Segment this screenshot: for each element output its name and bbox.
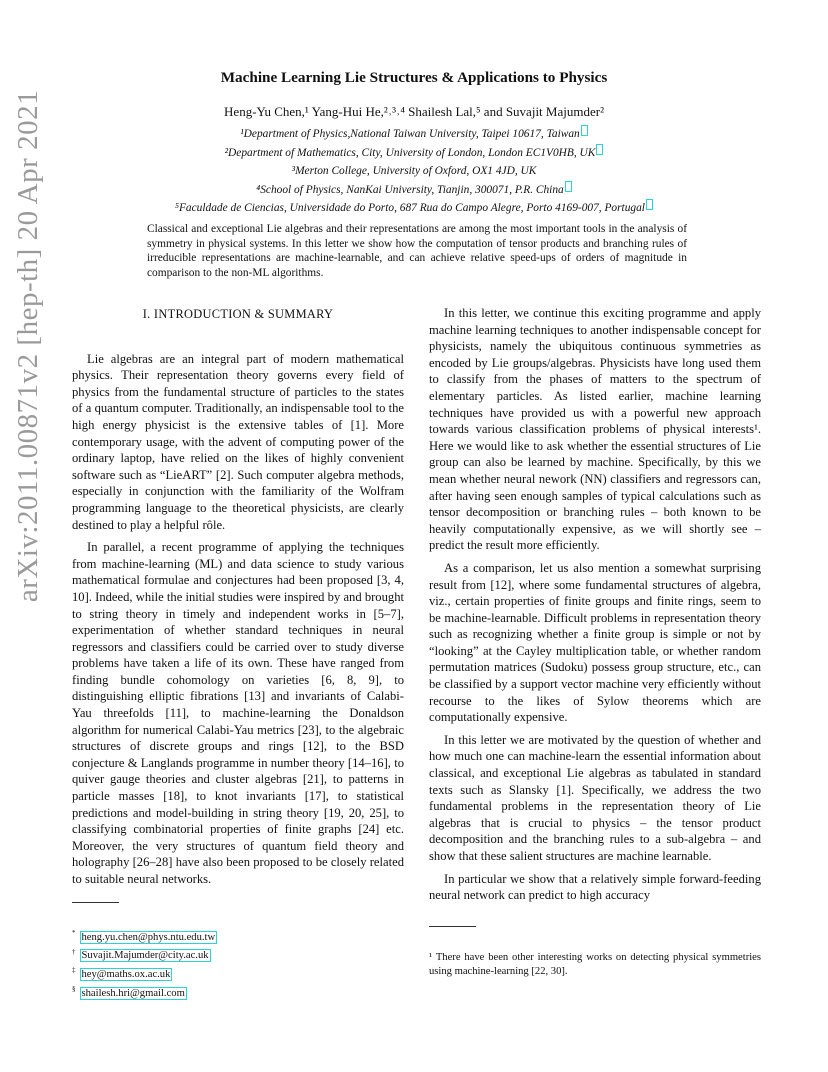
footnote-rule-left xyxy=(72,902,119,903)
email-link[interactable]: hey@maths.ox.ac.uk xyxy=(81,969,171,980)
right-paragraph-4: In particular we show that a relatively simple forward-feeding neural network can predict to high accuracy xyxy=(429,871,761,903)
footnote-link-box[interactable] xyxy=(565,181,572,192)
arxiv-identifier-stamp: arXiv:2011.00871v2 [hep-th] 20 Apr 2021 xyxy=(12,89,44,603)
email-link[interactable]: Suvajit.Majumder@city.ac.uk xyxy=(81,950,209,962)
footnote-link-box[interactable] xyxy=(646,199,653,210)
intro-paragraph-2: In parallel, a recent programme of applying the techniques from machine-learning (ML) and data science to study various mathematical formulae and conjectures had been proposed [3, 4, 10]. Indeed, while the initial studies were inspired by and brought to string theory in timely and independent works in [5–7], experimentation of whether standard techniques in neural regressors and classifiers could be carried over to study diverse problems have taken a life of its own. These have ranged from finding bundle cohomology on varieties [6, 8, 9], to distinguishing elliptic fibrations [13] and invariants of Calabi-Yau threefolds [11], to machine-learning the Donaldson algorithm for numerical Calabi-Yau metrics [23], to the algebraic structures of discrete groups and rings [12], to the BSD conjecture & Langlands programme in number theory [14–16], to quiver gauge theories and cluster algebras [21], to patterns in particle masses [18], to knot invariants [17], to statistical predictions and model-building in string theory [19, 20, 25], to classifying combinatorial properties of finite graphs [24] etc. Moreover, the very structures of quantum field theory and holography [26–28] have also been proposed to be closely related to suitable neural networks. xyxy=(72,540,404,886)
footnote-email: § shailesh.hri@gmail.com xyxy=(72,985,185,999)
affiliation-1: ¹Department of Physics,National Taiwan University, Taipei 10617, Taiwan xyxy=(100,125,728,144)
affiliations xyxy=(100,125,728,218)
email-link[interactable]: shailesh.hri@gmail.com xyxy=(81,987,185,999)
affiliation-3: ³Merton College, University of Oxford, OX1 4JD, UK xyxy=(291,165,537,178)
right-paragraph-2: As a comparison, let us also mention a somewhat surprising result from [12], where some fundamental structures of algebra, viz., certain properties of finite groups and finite rings, seem to be machine-learnable. Difficult problems in representation theory such as recognizing whether a finite group is simple or not by “looking” at the Cayley multiplication table, or whether random permutation matrices (Sudoku) possess group structure, etc., can be classified by a support vector machine very efficiently without recourse to the likes of Sylow theorems which are computationally expensive. xyxy=(429,560,761,725)
abstract: Classical and exceptional Lie algebras and their representations are among the most important tools in the analysis of symmetry in physical systems. In this letter we show how the computation of tensor products and branching rules of irreducible representations are machine-learnable, and can achieve relative speed-ups of orders of magnitude in comparison to the non-ML algorithms. xyxy=(147,223,687,279)
section-heading: I. INTRODUCTION & SUMMARY xyxy=(142,307,334,321)
footnote-right: ¹ There have been other interesting works on detecting physical symmetries using machine-learning [22, 30]. xyxy=(429,952,761,977)
footnote-email: † Suvajit.Majumder@city.ac.uk xyxy=(72,947,209,962)
affiliation-2: ²Department of Mathematics, City, University of London, London EC1V0HB, UK xyxy=(100,144,728,163)
footnote-email: * heng.yu.chen@phys.ntu.edu.tw xyxy=(72,929,216,943)
affiliation-4: ⁴School of Physics, NanKai University, Tianjin, 300071, P.R. China xyxy=(100,181,728,200)
intro-paragraph-1: Lie algebras are an integral part of modern mathematical physics. Their representation theory governs every field of physics from the fundamental structure of particles to the states of a quantum computer. Traditionally, an indispensable tool to the high energy physicist is the extensive tables of [1]. More contemporary usage, with the advent of computing power of the ordinary laptop, have relied on the likes of highly convenient software such as “LieART” [2]. Such computer algebra methods, especially in conjunction with the familiarity of the Wolfram programming language to the theoretical physicists, are clearly destined to play a helpful rôle. xyxy=(72,351,404,532)
right-paragraph-1: In this letter, we continue this exciting programme and apply machine learning techniques to another indispensable concept for physicists, namely the ubiquitous continuous symmetries as encoded by Lie groups/algebras. Physicists have long used them to classify from the phases of matters to the spectrum of elementary particles. As listed earlier, machine learning techniques have provided us with a powerful new approach towards various classification problems of physical interests¹. Here we would like to ask whether the essential structures of Lie group can also be learned by machine. Specifically, by this we mean whether neural nework (NN) classifiers and regressors can, after having seen enough samples of typical calculations such as tensor decomposition or branching rules – both known to be heavily computationally expensive, as we will shortly see – predict the result more efficiently. xyxy=(429,306,761,553)
affiliation-5: ⁵Faculdade de Ciencias, Universidade do Porto, 687 Rua do Campo Alegre, Porto 4169-007, Portugal xyxy=(100,199,728,218)
email-link[interactable]: heng.yu.chen@phys.ntu.edu.tw xyxy=(81,931,216,943)
right-column xyxy=(429,305,761,910)
footnote-email: ‡ hey@maths.ox.ac.uk xyxy=(72,966,171,980)
author-list: Heng-Yu Chen,¹ Yang-Hui He,²˒³˒⁴ Shailesh Lal,⁵ and Suvajit Majumder² xyxy=(224,104,604,119)
left-column xyxy=(72,306,404,894)
footnote-rule-right xyxy=(429,926,476,927)
footnote-link-box[interactable] xyxy=(581,125,588,136)
right-paragraph-3: In this letter we are motivated by the question of whether and how much one can machine-learn the essential information about classical, and exceptional Lie algebras as tabulated in standard texts such as Slansky [1]. Specifically, we address the two fundamental problems in the representation theory of Lie algebras that is crucial to physics – the tensor product decomposition and the branching rules to a sub-algebra – and show that these salient structures are machine learnable. xyxy=(429,732,761,863)
footnotes-left xyxy=(72,926,404,1001)
footnote-link-box[interactable] xyxy=(596,144,603,155)
paper-title: Machine Learning Lie Structures & Applications to Physics xyxy=(220,69,608,86)
